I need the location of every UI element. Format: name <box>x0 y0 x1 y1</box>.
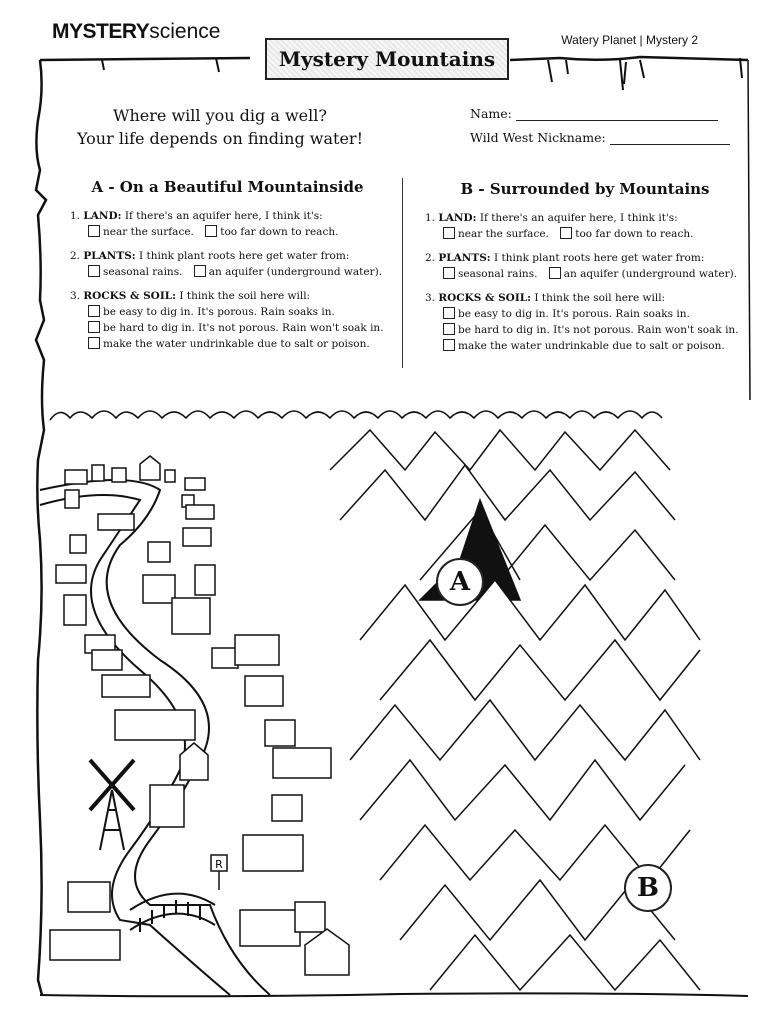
checkbox[interactable] <box>88 225 100 237</box>
nickname-label: Wild West Nickname: <box>470 130 606 145</box>
checkbox[interactable] <box>88 305 100 317</box>
checkbox[interactable] <box>443 323 455 335</box>
checkbox[interactable] <box>560 227 572 239</box>
name-field[interactable] <box>470 106 718 121</box>
column-b: B - Surrounded by Mountains 1. LAND: If there's an aquifer here, I think it's: near the surface. too far down to reach. 2. PLANTS: I think plant roots here get water from: seasonal rains. an aquifer (underground water). 3. ROCKS & SOIL: I think the soil here will: be easy to dig in. It's porous. Rain soaks in. be hard to dig in. It's not porous. Rain won't soak in. make the water undrinkable due to salt or poison. <box>425 180 745 354</box>
intro-line-2: Your life depends on finding water! <box>76 129 364 148</box>
checkbox[interactable] <box>205 225 217 237</box>
page-title: Mystery Mountains <box>265 38 509 80</box>
question-rocks-soil: 3. ROCKS & SOIL: I think the soil here will: <box>70 290 311 302</box>
checkbox[interactable] <box>194 265 206 277</box>
checkbox[interactable] <box>443 307 455 319</box>
column-a-heading: A - On a Beautiful Mountainside <box>91 178 364 196</box>
question-land: 1. LAND: If there's an aquifer here, I think it's: <box>70 210 323 222</box>
distant-ridge <box>50 411 662 420</box>
intro-question <box>70 104 370 150</box>
checkbox[interactable] <box>88 265 100 277</box>
bridge <box>130 894 215 932</box>
checkbox[interactable] <box>443 339 455 351</box>
column-a: A - On a Beautiful Mountainside 1. LAND: If there's an aquifer here, I think it's: near the surface. too far down to reach. 2. PLANTS: I think plant roots here get water from: seasonal rains. an aquifer (underground water). 3. ROCKS & SOIL: I think the soil here will: be easy to dig in. It's porous. Rain soaks in. be hard to dig in. It's not porous. Rain won't soak in. make the water undrinkable due to salt or poison. <box>70 178 384 350</box>
road-sign-label: R <box>215 858 223 871</box>
location-marker-b[interactable]: B <box>624 864 672 912</box>
checkbox[interactable] <box>88 337 100 349</box>
windmill <box>90 760 134 850</box>
nickname-line[interactable] <box>610 144 730 145</box>
question-land: 1. LAND: If there's an aquifer here, I think it's: <box>425 212 678 224</box>
question-plants: 2. PLANTS: I think plant roots here get water from: <box>70 250 350 262</box>
brand-logo: MYSTERYscience <box>52 20 221 43</box>
nickname-field[interactable] <box>470 130 730 145</box>
intro-line-1: Where will you dig a well? <box>113 106 327 125</box>
checkbox[interactable] <box>549 267 561 279</box>
series-label: Watery Planet | Mystery 2 <box>561 33 698 47</box>
column-divider <box>402 178 403 368</box>
checkbox[interactable] <box>443 267 455 279</box>
name-label: Name: <box>470 106 512 121</box>
question-plants: 2. PLANTS: I think plant roots here get water from: <box>425 252 705 264</box>
question-rocks-soil: 3. ROCKS & SOIL: I think the soil here will: <box>425 292 666 304</box>
location-marker-a[interactable]: A <box>436 558 484 606</box>
name-line[interactable] <box>516 120 718 121</box>
column-b-heading: B - Surrounded by Mountains <box>460 180 710 198</box>
checkbox[interactable] <box>443 227 455 239</box>
checkbox[interactable] <box>88 321 100 333</box>
